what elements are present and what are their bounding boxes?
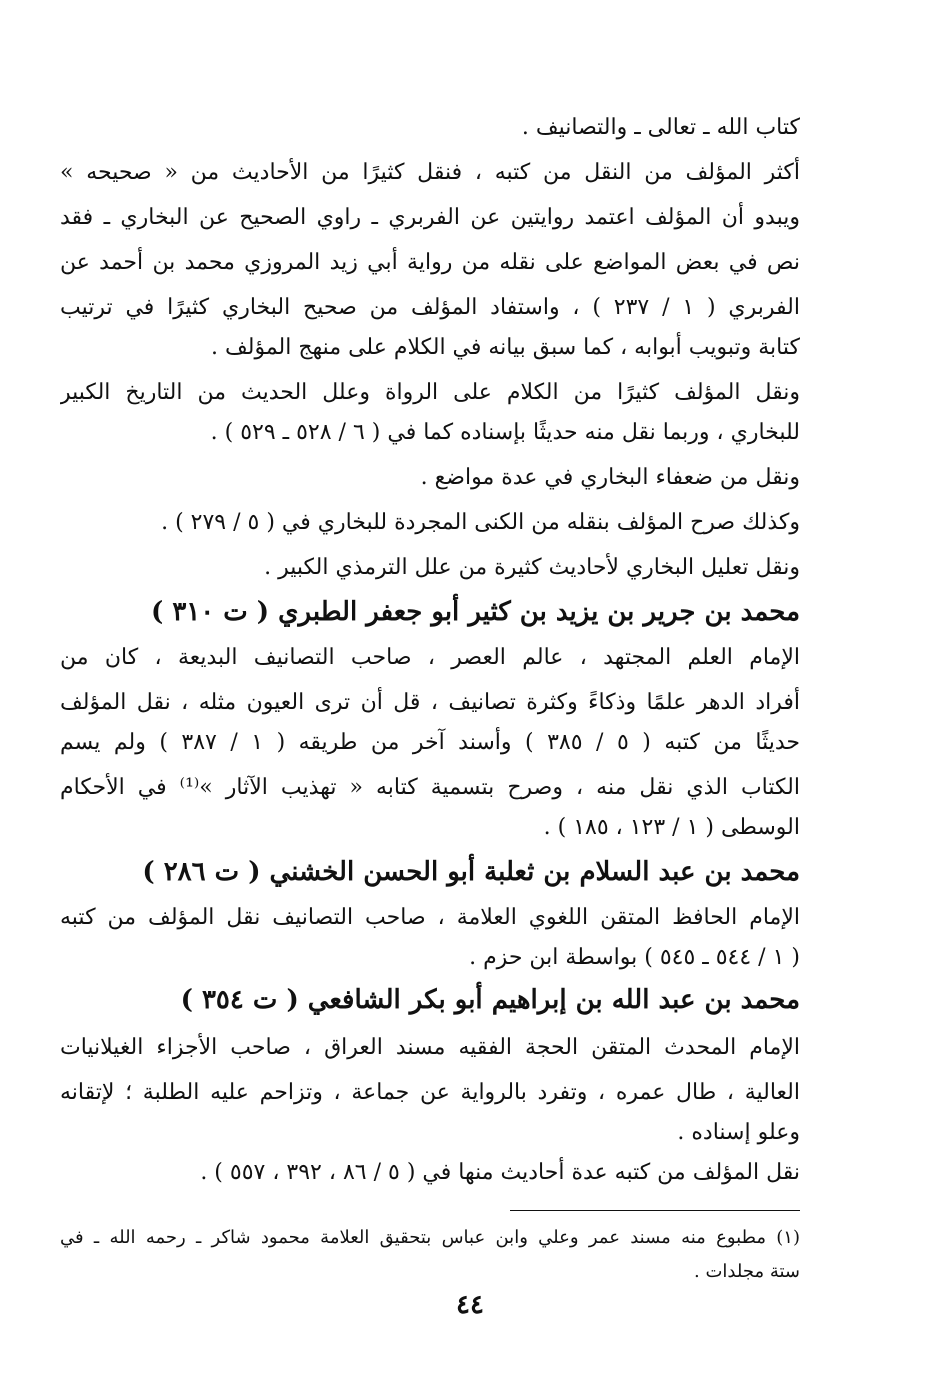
text-line: حديثًا من كتبه ( ٥ / ٣٨٥ ) وأسند آخر من طريقه ( ١ / ٣٨٧ ) ولم يسم (60, 730, 800, 755)
text-line: ونقل تعليل البخاري لأحاديث كثيرة من علل الترمذي الكبير . (264, 555, 800, 580)
text-line: للبخاري ، وربما نقل منه حديثًا بإسناده كما في ( ٦ / ٥٢٨ ـ ٥٢٩ ) . (210, 420, 800, 445)
text-line: ( ١ / ٥٤٤ ـ ٥٤٥ ) بواسطة ابن حزم . (469, 945, 800, 970)
text-line: ونقل من ضعفاء البخاري في عدة مواضع . (420, 465, 800, 490)
text-line: وعلو إسناده . (677, 1120, 800, 1145)
text-line: وكذلك صرح المؤلف بنقله من الكنى المجردة للبخاري في ( ٥ / ٢٧٩ ) . (161, 510, 800, 535)
text-line: نص في بعض المواضع على نقله من رواية أبي زيد المروزي محمد بن أحمد عن (60, 250, 800, 275)
text-line: الإمام العلم المجتهد ، عالم العصر ، صاحب التصانيف البديعة ، كان من (60, 645, 800, 670)
text-line: ويبدو أن المؤلف اعتمد روايتين عن الفربري ـ راوي الصحيح عن البخاري ـ فقد (60, 205, 800, 230)
text-line: الكتاب الذي نقل منه ، وصرح بتسمية كتابه « تهذيب الآثار »⁽¹⁾ في الأحكام (60, 775, 800, 800)
text-line: ونقل المؤلف كثيرًا من الكلام على الرواة وعلل الحديث من التاريخ الكبير (60, 380, 800, 405)
text-line: الإمام الحافظ المتقن اللغوي العلامة ، صاحب التصانيف نقل المؤلف من كتبه (60, 905, 800, 930)
text-line: أفراد الدهر علمًا وذكاءً وكثرة تصانيف ، قل أن ترى العيون مثله ، نقل المؤلف (60, 690, 800, 715)
section-heading: محمد بن عبد الله بن إبراهيم أبو بكر الشافعي ( ت ٣٥٤ ) (180, 985, 800, 1015)
text-line: الفربري ( ١ / ٢٣٧ ) ، واستفاد المؤلف من صحيح البخاري كثيرًا في ترتيب (60, 295, 800, 320)
footnote-separator (510, 1210, 800, 1211)
section-heading: محمد بن عبد السلام بن ثعلبة أبو الحسن الخشني ( ت ٢٨٦ ) (142, 857, 800, 887)
page-number: ٤٤ (456, 1290, 484, 1320)
text-line: نقل المؤلف من كتبه عدة أحاديث منها في ( ٥ / ٨٦ ، ٣٩٢ ، ٥٥٧ ) . (200, 1160, 800, 1185)
footnote-line: ستة مجلدات . (694, 1261, 800, 1282)
text-line: العالية ، طال عمره ، وتفرد بالرواية عن جماعة ، وتزاحم عليه الطلبة ؛ لإتقانه (60, 1080, 800, 1105)
text-line: كتاب الله ـ تعالى ـ والتصانيف . (521, 115, 800, 140)
footnote-line: (١) مطبوع منه مسند عمر وعلي وابن عباس بتحقيق العلامة محمود شاكر ـ رحمه الله ـ في (60, 1227, 800, 1248)
text-line: كتابة وتبويب أبوابه ، كما سبق بيانه في الكلام على منهج المؤلف . (210, 335, 800, 360)
text-line: الوسطى ( ١ / ١٢٣ ، ١٨٥ ) . (543, 815, 800, 840)
section-heading: محمد بن جرير بن يزيد بن كثير أبو جعفر الطبري ( ت ٣١٠ ) (150, 597, 800, 627)
text-line: الإمام المحدث المتقن الحجة الفقيه مسند العراق ، صاحب الأجزاء الغيلانيات (60, 1035, 800, 1060)
text-line: أكثر المؤلف من النقل من كتبه ، فنقل كثيرًا من الأحاديث من « صحيحه » (60, 160, 800, 185)
